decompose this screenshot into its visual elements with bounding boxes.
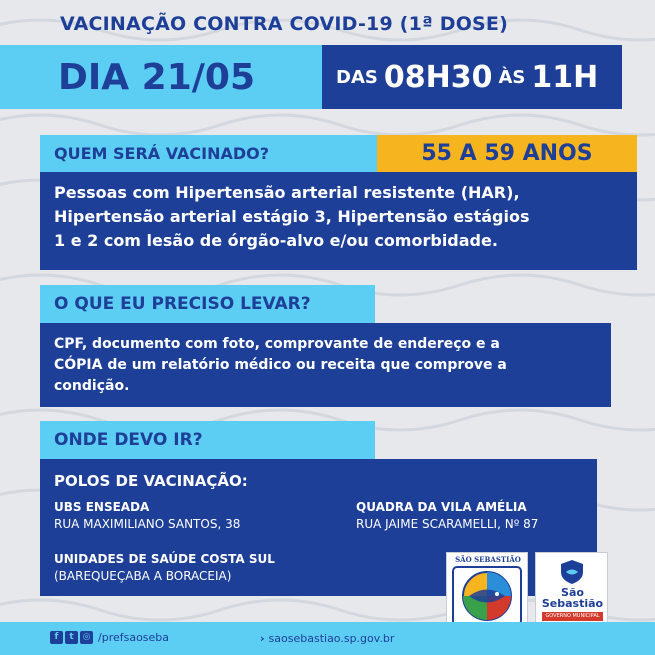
- instagram-icon[interactable]: ◎: [80, 631, 93, 644]
- time-range: [322, 45, 622, 109]
- date-label: DIA 21/05: [40, 45, 322, 109]
- place-name: UBS ENSEADA: [54, 500, 150, 514]
- place-name: QUADRA DA VILA AMÉLIA: [356, 500, 527, 514]
- place-name: UNIDADES DE SAÚDE COSTA SUL: [54, 552, 275, 566]
- place-item: [356, 500, 538, 531]
- place-item: [54, 500, 240, 531]
- bring-line: condição.: [54, 378, 130, 394]
- muni-name-line2: Sebastião: [541, 597, 604, 610]
- muni-subtitle: GOVERNO MUNICIPAL: [542, 612, 603, 621]
- facebook-icon[interactable]: f: [50, 631, 63, 644]
- twitter-icon[interactable]: t: [65, 631, 78, 644]
- polos-title: POLOS DE VACINAÇÃO:: [54, 472, 248, 490]
- who-line: 1 e 2 com lesão de órgão-alvo e/ou comorbidade.: [54, 231, 498, 250]
- place-address: RUA JAIME SCARAMELLI, Nº 87: [356, 517, 539, 531]
- seal-top-text: SÃO SEBASTIÃO: [455, 555, 521, 564]
- bring-description: [40, 323, 611, 407]
- time-start: 08H30: [383, 59, 493, 95]
- time-from-word: DAS: [336, 66, 378, 88]
- website-link[interactable]: [260, 632, 394, 645]
- social-links[interactable]: [50, 631, 169, 644]
- who-heading: QUEM SERÁ VACINADO?: [40, 135, 377, 172]
- time-end: 11H: [531, 59, 599, 95]
- date-left-strip: [0, 45, 40, 109]
- place-address: (BAREQUEÇABA A BORACEIA): [54, 569, 232, 583]
- website-url[interactable]: saosebastiao.sp.gov.br: [268, 632, 395, 645]
- social-handle[interactable]: /prefsaoseba: [98, 631, 170, 644]
- place-address: RUA MAXIMILIANO SANTOS, 38: [54, 517, 241, 531]
- bring-line: CPF, documento com foto, comprovante de endereço e a: [54, 336, 500, 352]
- time-to-word: ÀS: [498, 66, 526, 88]
- poster-title: VACINAÇÃO CONTRA COVID-19 (1ª DOSE): [60, 13, 508, 35]
- who-line: Pessoas com Hipertensão arterial resistente (HAR),: [54, 183, 520, 202]
- who-line: Hipertensão arterial estágio 3, Hipertensão estágios: [54, 207, 530, 226]
- who-description: [40, 172, 637, 270]
- crest-icon: [559, 559, 585, 585]
- chevron-right-icon: ›: [260, 632, 265, 645]
- bring-heading: O QUE EU PRECISO LEVAR?: [40, 285, 375, 323]
- place-item: [54, 552, 275, 583]
- bring-line: CÓPIA de um relatório médico ou receita que comprove a: [54, 357, 507, 373]
- age-range-badge: 55 A 59 ANOS: [377, 135, 637, 172]
- muni-name-line1: São: [561, 586, 584, 599]
- where-heading: ONDE DEVO IR?: [40, 421, 375, 459]
